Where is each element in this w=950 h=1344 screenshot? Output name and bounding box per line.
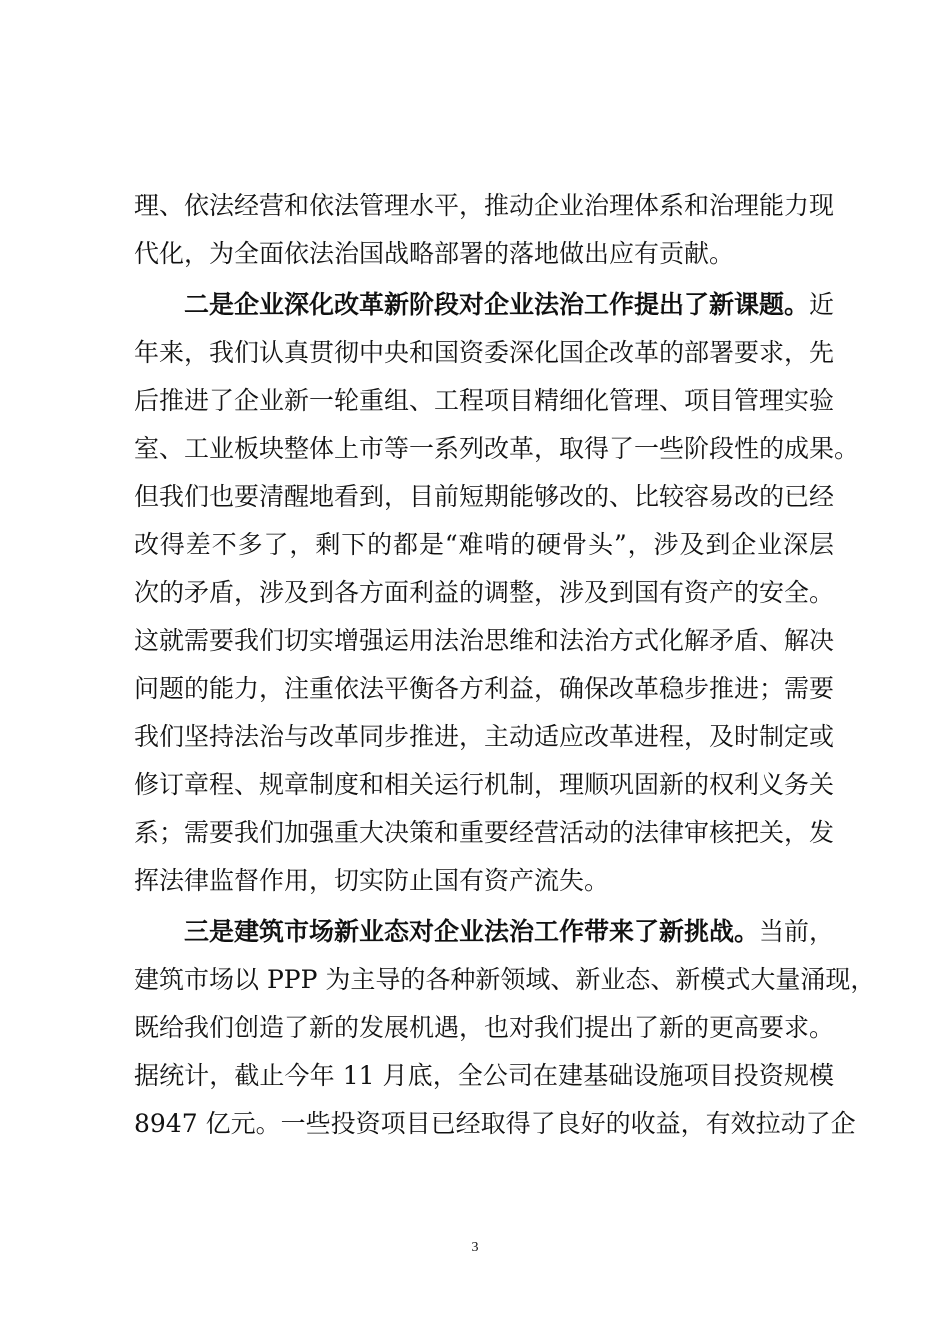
- text-line: 代化，为全面依法治国战略部署的落地做出应有贡献。: [134, 239, 735, 268]
- text-line: 理、依法经营和依法管理水平，推动企业治理体系和治理能力现: [134, 191, 835, 220]
- bold-lead-sentence: 三是建筑市场新业态对企业法治工作带来了新挑战。: [184, 917, 760, 946]
- text-line: 修订章程、规章制度和相关运行机制，理顺巩固新的权利义务关: [134, 770, 835, 799]
- text-line: 建筑市场以 PPP 为主导的各种新领域、新业态、新模式大量涌现，: [134, 965, 876, 994]
- body-text: [134, 182, 876, 1148]
- text-line: 次的矛盾，涉及到各方面利益的调整，涉及到国有资产的安全。: [134, 578, 835, 607]
- text-line: 问题的能力，注重依法平衡各方利益，确保改革稳步推进；需要: [134, 674, 835, 703]
- text-line: 我们坚持法治与改革同步推进，主动适应改革进程，及时制定或: [134, 722, 835, 751]
- paragraph-heading-line: [134, 281, 834, 329]
- bold-lead-sentence: 二是企业深化改革新阶段对企业法治工作提出了新课题。: [184, 290, 810, 319]
- text-line: 室、工业板块整体上市等一系列改革，取得了一些阶段性的成果。: [134, 434, 860, 463]
- text-line: 据统计，截止今年 11 月底，全公司在建基础设施项目投资规模: [134, 1061, 834, 1090]
- page-number: 3: [471, 1240, 479, 1255]
- text-line: 后推进了企业新一轮重组、工程项目精细化管理、项目管理实验: [134, 386, 835, 415]
- text-line: 8947 亿元。一些投资项目已经取得了良好的收益，有效拉动了企: [134, 1109, 856, 1138]
- text-line: 这就需要我们切实增强运用法治思维和法治方式化解矛盾、解决: [134, 626, 835, 655]
- text-line: 年来，我们认真贯彻中央和国资委深化国企改革的部署要求，先: [134, 338, 835, 367]
- paragraph-heading-line: [134, 908, 834, 956]
- text-line: 挥法律监督作用，切实防止国有资产流失。: [134, 866, 610, 895]
- text-line: 既给我们创造了新的发展机遇，也对我们提出了新的更高要求。: [134, 1013, 835, 1042]
- text-run: 近: [809, 290, 835, 319]
- text-line: 改得差不多了，剩下的都是“难啃的硬骨头”，涉及到企业深层: [134, 530, 834, 559]
- text-line: 系；需要我们加强重大决策和重要经营活动的法律审核把关，发: [134, 818, 835, 847]
- text-line: 但我们也要清醒地看到，目前短期能够改的、比较容易改的已经: [134, 482, 835, 511]
- text-run: 当前，: [759, 917, 835, 946]
